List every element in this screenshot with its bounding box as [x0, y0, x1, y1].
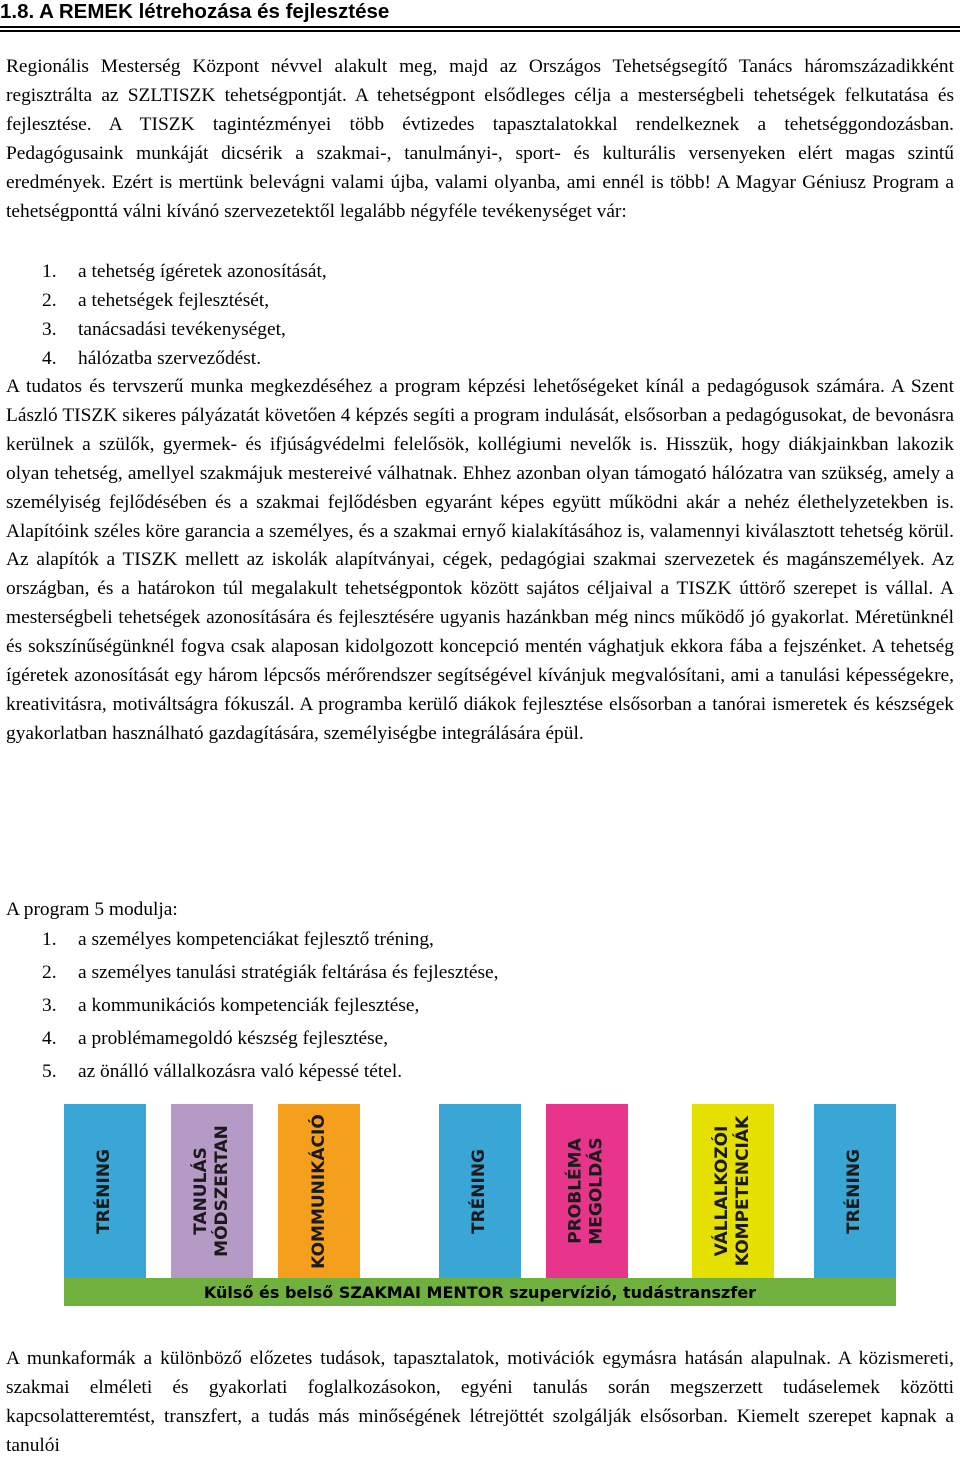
pillar-line-1: TRÉNING [94, 1148, 115, 1234]
list-number: 3. [42, 319, 57, 340]
pillar-training-3 [814, 1104, 896, 1278]
list-item [6, 257, 946, 286]
pillar-problem-solving [546, 1104, 628, 1278]
pillar-label [191, 1125, 233, 1257]
pillar-label [566, 1137, 608, 1244]
list-text: az önálló vállalkozásra való képessé tétel. [78, 1061, 403, 1083]
pillar-line-2: KOMPETENCIÁK [733, 1115, 754, 1267]
list-item [6, 286, 946, 315]
pillar-line-2: MÓDSZERTAN [212, 1125, 232, 1257]
pillar-communication [278, 1104, 360, 1278]
intro-paragraph: Regionális Mesterség Központ névvel alakult meg, majd az Országos Tehetségsegítő Tanács háromszázadikként regisztrálta az SZLTISZK tehetségpontját. A tehetségpont elsődleges célja a mesterségbeli tehetségek felkutatása és fejlesztése. A TISZK tagintézményei több évtizedes tapasztalatokkal rendelkeznek a tehetséggondozásban. Pedagógusaink munkáját dicsérik a szakmai-, tanulmányi-, sport- és kulturális versenyeken elért magas szintű eredmények. Ezért is mertünk belevágni valami újba, valami olyanba, ami ennél is több! A Magyar Géniusz Program a tehetségponttá válni kívánó szervezetektől legalább négyféle tevékenységet vár: [6, 56, 954, 222]
pillar-training-2 [439, 1104, 521, 1278]
list-item [6, 315, 946, 344]
heading-rule-bottom [0, 30, 960, 32]
list-number: 4. [42, 1028, 57, 1050]
list-text: a tehetség ígéretek azonosítását, [78, 261, 327, 282]
list-item [6, 1055, 946, 1088]
module-list [6, 923, 946, 1088]
pillar-line-2: MEGOLDÁS [587, 1137, 607, 1245]
pillar-line-1: KOMMUNIKÁCIÓ [308, 1113, 329, 1269]
list-text: a kommunikációs kompetenciák fejlesztése, [78, 995, 420, 1017]
list-number: 4. [42, 348, 57, 369]
list-text: tanácsadási tevékenységet, [78, 319, 286, 340]
list-number: 3. [42, 995, 57, 1017]
pillar-line-1: TRÉNING [469, 1148, 490, 1234]
pillar-label [470, 1148, 491, 1233]
list-item [6, 923, 946, 956]
list-number: 2. [42, 290, 57, 311]
pillar-label [309, 1114, 330, 1269]
list-item [6, 344, 946, 373]
pillar-label [712, 1116, 754, 1266]
pillar-label [95, 1148, 116, 1233]
pillar-line-1: TANULÁS [191, 1147, 211, 1235]
main-paragraph: A tudatos és tervszerű munka megkezdéséhez a program képzési lehetőségeket kínál a pedagógusok számára. A Szent László TISZK sikeres pályázatát követően 4 képzés segíti a program indulását, elsősorban a pedagógusokat, de bevonásra kerülnek a szülők, gyermek- és ifjúságvédelmi felelősök, kollégiumi nevelők is. Hisszük, hogy diákjainkban lakozik olyan tehetség, amellyel szakmájuk mestereivé válhatnak. Ehhez azonban olyan támogató hálózatra van szükség, amely a személyiség fejlődésében és a szakmai fejlődésben egyaránt képes együtt működni akár a nehéz élethelyzetekben is. Alapítóink széles köre garancia a személyes, és a szakmai ernyő kialakításához is, valamennyi kiválasztott tehetség körül. Az alapítók a TISZK mellett az iskolák alapítványai, cégek, pedagógiai szakmai szervezetek és magánszemélyek. Az országban, és a határokon túl megalakult tehetségpontok között sajátos céljaival a TISZK úttörő szerepet is vállal. A mesterségbeli tehetségek azonosítására és fejlesztésére ugyanis hazánkban még nincs működő jó gyakorlat. Méretünknél és sokszínűségünknél fogva csak alaposan kidolgozott koncepció mentén vághatjuk ekkora fába a fejszénket. A tehetség ígéretek azonosítását egy három lépcsős mérőrendszer segítségével kívánjuk megvalósítani, ami a tanulási képességekre, kreativitásra, motiváltságra fókuszál. A programba kerülő diákok fejlesztése elsősorban a tanórai ismeretek és készségek gyakorlatban használható gazdagítására, személyiségbe integrálására épül. [6, 376, 954, 744]
mentor-base-bar: Külső és belső SZAKMAI MENTOR szupervízió, tudástranszfer [64, 1278, 896, 1306]
list-item [6, 956, 946, 989]
pillar-line-1: VÁLLALKOZÓI [712, 1125, 733, 1257]
list-text: a személyes tanulási stratégiák feltárása és fejlesztése, [78, 962, 499, 984]
list-number: 1. [42, 929, 57, 950]
list-number: 1. [42, 261, 57, 282]
list-number: 2. [42, 962, 57, 984]
pillar-line-1: TRÉNING [844, 1148, 865, 1234]
list-item [6, 989, 946, 1022]
modules-title: A program 5 modulja: [6, 899, 178, 920]
pillar-training-1 [64, 1104, 146, 1278]
activity-list [6, 257, 946, 373]
pillar-line-1: PROBLÉMA [566, 1138, 586, 1244]
list-text: a tehetségek fejlesztését, [78, 290, 270, 311]
closing-paragraph: A munkaformák a különböző előzetes tudások, tapasztalatok, motivációk egymásra hatásán alapulnak. A közismereti, szakmai elméleti és gyakorlati foglalkozásokon, egyéni tanulás során megszerzett tudáselemek közötti kapcsolatteremtést, transzfert, a tudás más minőségének létrejöttét szolgálják elsősorban. Kiemelt szerepet kapnak a tanulói [6, 1348, 954, 1456]
pillar-label [845, 1148, 866, 1233]
list-item [6, 1022, 946, 1055]
list-text: hálózatba szerveződést. [78, 348, 262, 369]
pillar-learning-methodology [171, 1104, 253, 1278]
list-number: 5. [42, 1061, 57, 1083]
pillar-entrepreneurial-competencies [692, 1104, 774, 1278]
program-modules-diagram [64, 1104, 896, 1306]
section-heading: 1.8. A REMEK létrehozása és fejlesztése [0, 0, 390, 23]
list-text: a problémamegoldó készség fejlesztése, [78, 1028, 389, 1050]
list-text: a személyes kompetenciákat fejlesztő tréning, [78, 929, 434, 950]
heading-rule-top [0, 26, 960, 28]
